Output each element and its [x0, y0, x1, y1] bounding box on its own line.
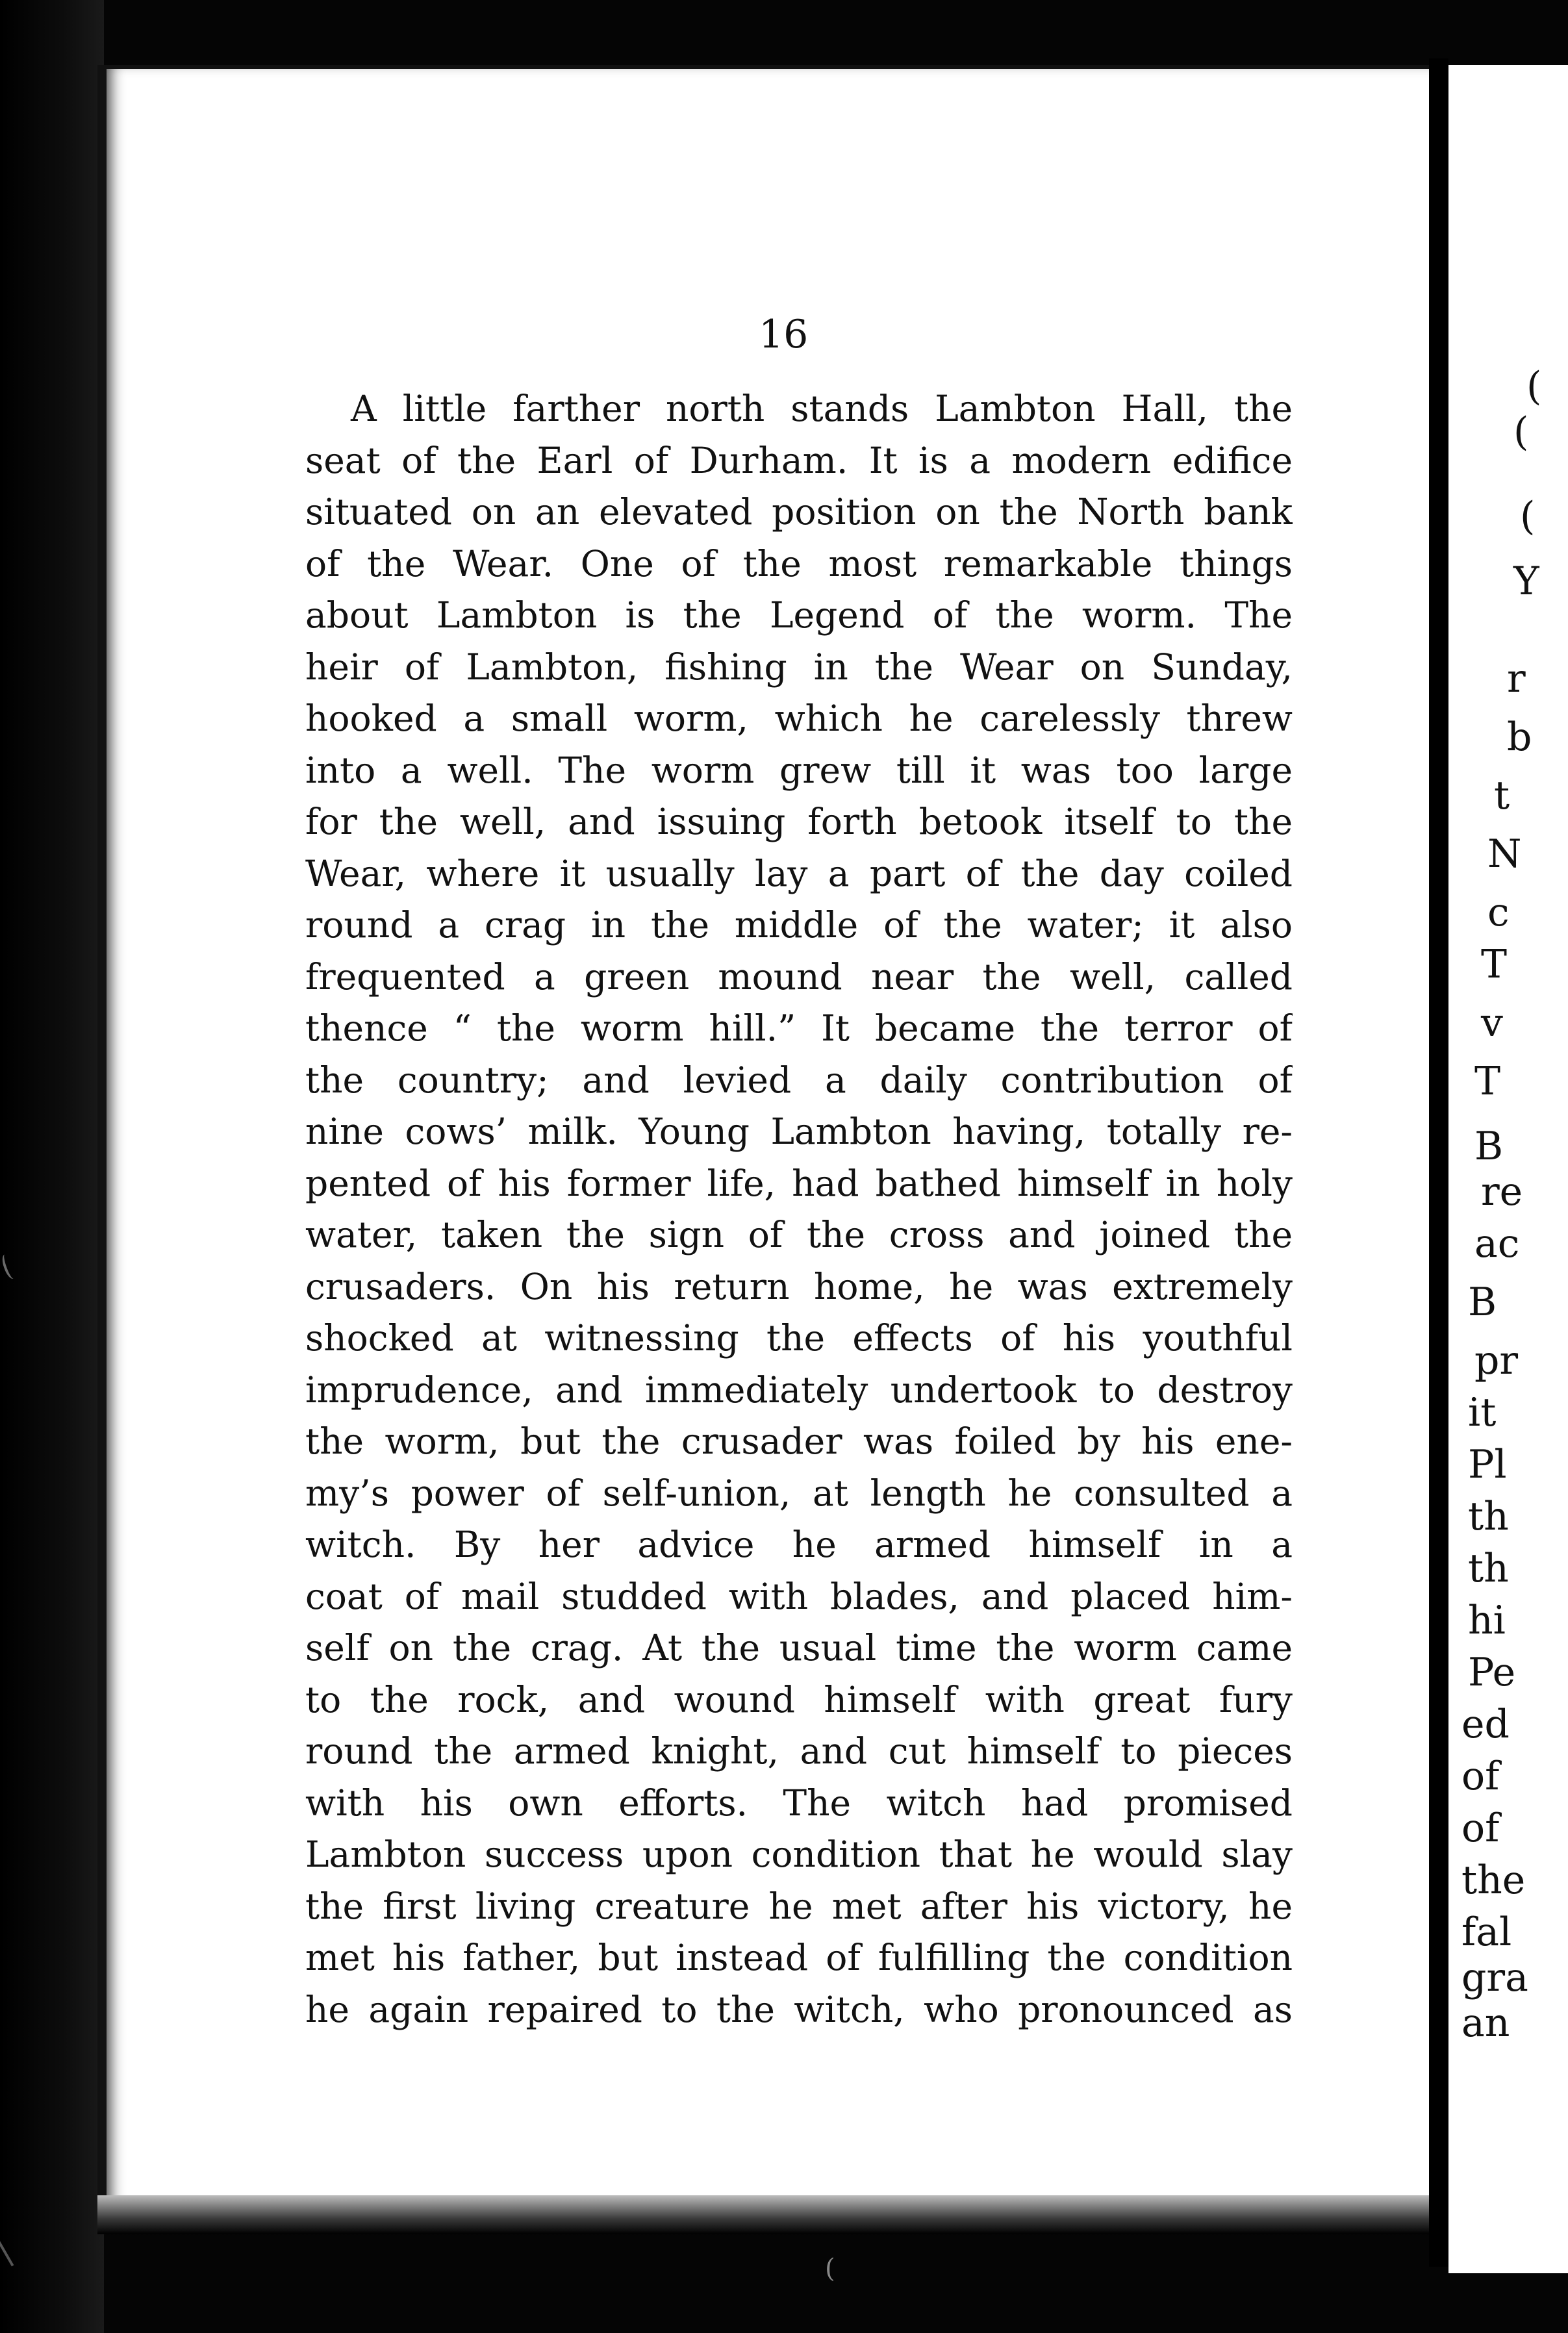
text-line: heir of Lambton, fishing in the Wear on Sunday,	[305, 646, 1293, 688]
text-line: the worm, but the crusader was foiled by his ene-	[305, 1420, 1293, 1462]
text-line: witch. By her advice he armed himself in a	[305, 1524, 1293, 1565]
text-line: crusaders. On his return home, he was extremely	[305, 1265, 1293, 1307]
next-page-text-fragment: the	[1461, 1858, 1526, 1903]
text-line: with his own efforts. The witch had promised	[305, 1782, 1293, 1824]
page-body-text	[305, 383, 1293, 2036]
text-line: about Lambton is the Legend of the worm. The	[305, 594, 1293, 636]
page-number: 16	[759, 312, 809, 357]
text-line: round the armed knight, and cut himself to pieces	[305, 1730, 1293, 1772]
next-page-text-fragment: fal	[1461, 1910, 1512, 1955]
text-line: seat of the Earl of Durham. It is a modern edifice	[305, 439, 1293, 481]
text-line: my’s power of self-union, at length he consulted a	[305, 1472, 1293, 1514]
text-line: situated on an elevated position on the North bank	[305, 491, 1293, 533]
next-page-text-fragment: T	[1474, 1059, 1501, 1104]
next-page-text-fragment: ed	[1461, 1702, 1510, 1747]
next-page-text-fragment: B	[1468, 1280, 1497, 1325]
next-page-text-fragment: N	[1487, 831, 1522, 877]
next-page-text-fragment: b	[1507, 714, 1532, 760]
scan-artifact-mark: (	[825, 2254, 835, 2284]
next-page-text-fragment: Pl	[1468, 1442, 1507, 1487]
text-line: the first living creature he met after his victory, he	[305, 1885, 1293, 1927]
text-line: hooked a small worm, which he carelessly threw	[305, 698, 1293, 739]
text-line: pented of his former life, had bathed himself in holy	[305, 1162, 1293, 1204]
text-line: nine cows’ milk. Young Lambton having, totally re-	[305, 1111, 1293, 1152]
text-line: into a well. The worm grew till it was too large	[305, 749, 1293, 791]
text-line: thence “ the worm hill.” It became the terror of	[305, 1007, 1293, 1049]
next-page-text-fragment: of	[1461, 1754, 1500, 1799]
text-line: of the Wear. One of the most remarkable things	[305, 542, 1293, 585]
text-line: to the rock, and wound himself with great fury	[305, 1678, 1293, 1721]
text-line: met his father, but instead of fulfilling the condition	[305, 1937, 1293, 1978]
text-line: A little farther north stands Lambton Hall, the	[351, 388, 1293, 429]
next-page-text-fragment: (	[1520, 494, 1536, 539]
next-page-edge	[1448, 65, 1568, 2273]
left-scan-border	[0, 0, 104, 2333]
next-page-text-fragment: B	[1474, 1124, 1504, 1169]
next-page-text-fragment: re	[1481, 1169, 1523, 1215]
text-line: for the well, and issuing forth betook itself to the	[305, 801, 1293, 842]
text-line: imprudence, and immediately undertook to destroy	[305, 1368, 1293, 1411]
text-line: Lambton success upon condition that he would slay	[305, 1834, 1293, 1875]
next-page-text-fragment: th	[1468, 1494, 1509, 1539]
next-page-text-fragment: (	[1526, 364, 1542, 409]
text-line: the country; and levied a daily contribution of	[305, 1059, 1293, 1101]
next-page-text-fragment: T	[1481, 942, 1508, 987]
text-line: round a crag in the middle of the water; it also	[305, 904, 1293, 946]
page-bottom-shadow	[97, 2195, 1429, 2234]
next-page-text-fragment: t	[1494, 773, 1510, 818]
text-line: self on the crag. At the usual time the worm came	[305, 1627, 1293, 1669]
next-page-text-fragment: hi	[1468, 1598, 1506, 1643]
text-line: coat of mail studded with blades, and placed him-	[305, 1575, 1293, 1617]
next-page-text-fragment: of	[1461, 1806, 1500, 1851]
next-page-text-fragment: ac	[1474, 1221, 1520, 1267]
next-page-text-fragment: pr	[1474, 1338, 1519, 1383]
next-page-text-fragment: th	[1468, 1546, 1509, 1591]
text-line: shocked at witnessing the effects of his youthful	[305, 1317, 1293, 1359]
text-line: Wear, where it usually lay a part of the day coiled	[305, 852, 1293, 894]
text-line: frequented a green mound near the well, called	[305, 955, 1293, 998]
next-page-text-fragment: gra	[1461, 1955, 1528, 2000]
text-line: water, taken the sign of the cross and joined the	[305, 1214, 1293, 1255]
next-page-text-fragment: c	[1487, 890, 1510, 935]
next-page-text-fragment: Y	[1513, 559, 1539, 604]
next-page-text-fragment: Pe	[1468, 1650, 1516, 1695]
next-page-text-fragment: r	[1507, 656, 1526, 701]
text-line: he again repaired to the witch, who pronounced as	[305, 1988, 1293, 2030]
next-page-text-fragment: v	[1481, 1000, 1503, 1046]
next-page-text-fragment: (	[1513, 409, 1529, 455]
next-page-text-fragment: an	[1461, 2000, 1510, 2046]
page-gutter	[1429, 58, 1448, 2267]
next-page-text-fragment: it	[1468, 1390, 1497, 1435]
